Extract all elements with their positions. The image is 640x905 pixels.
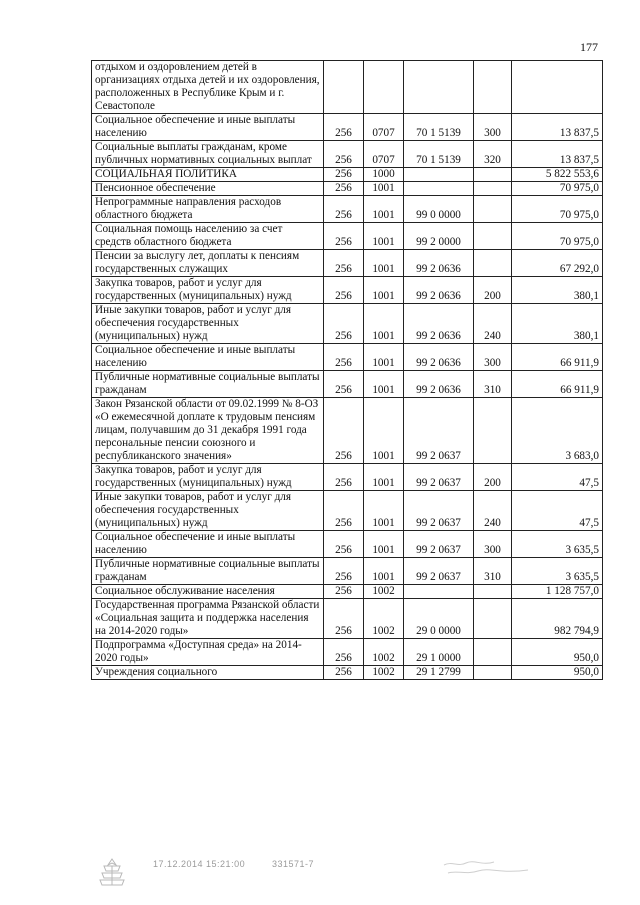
row-name: Иные закупки товаров, работ и услуг для обеспечения государственных (муниципальных) нужд xyxy=(92,304,324,344)
row-section-code: 1001 xyxy=(364,304,404,344)
row-amount: 67 292,0 xyxy=(512,250,603,277)
row-expense-type xyxy=(474,639,512,666)
row-expense-type xyxy=(474,666,512,680)
row-section-code: 1001 xyxy=(364,398,404,464)
row-name: Пенсии за выслугу лет, доплаты к пенсиям государственных служащих xyxy=(92,250,324,277)
table-row xyxy=(92,371,603,398)
table-row xyxy=(92,491,603,531)
row-amount: 66 911,9 xyxy=(512,371,603,398)
row-expense-type xyxy=(474,182,512,196)
row-target-article xyxy=(404,168,474,182)
table-row xyxy=(92,277,603,304)
faint-signature-icon xyxy=(442,857,532,879)
row-grbs-code: 256 xyxy=(324,250,364,277)
row-expense-type xyxy=(474,599,512,639)
row-expense-type: 200 xyxy=(474,277,512,304)
row-section-code: 0707 xyxy=(364,141,404,168)
row-grbs-code: 256 xyxy=(324,531,364,558)
row-target-article: 99 2 0637 xyxy=(404,558,474,585)
table-row xyxy=(92,639,603,666)
row-target-article: 99 2 0636 xyxy=(404,304,474,344)
row-grbs-code: 256 xyxy=(324,464,364,491)
row-amount: 13 837,5 xyxy=(512,141,603,168)
row-target-article: 99 0 0000 xyxy=(404,196,474,223)
budget-table-body xyxy=(92,61,603,680)
row-grbs-code: 256 xyxy=(324,223,364,250)
row-amount: 3 683,0 xyxy=(512,398,603,464)
row-target-article: 99 2 0636 xyxy=(404,250,474,277)
row-target-article: 70 1 5139 xyxy=(404,114,474,141)
row-target-article: 99 2 0637 xyxy=(404,398,474,464)
row-section-code xyxy=(364,61,404,114)
row-expense-type xyxy=(474,585,512,599)
table-row xyxy=(92,61,603,114)
row-target-article xyxy=(404,585,474,599)
row-target-article: 99 2 0637 xyxy=(404,531,474,558)
row-grbs-code: 256 xyxy=(324,141,364,168)
row-expense-type xyxy=(474,223,512,250)
footer-document-code: 331571-7 xyxy=(272,859,315,869)
table-row xyxy=(92,344,603,371)
row-amount: 950,0 xyxy=(512,639,603,666)
row-amount: 982 794,9 xyxy=(512,599,603,639)
row-section-code: 1001 xyxy=(364,464,404,491)
row-section-code: 1000 xyxy=(364,168,404,182)
table-row xyxy=(92,558,603,585)
table-row xyxy=(92,141,603,168)
row-amount: 70 975,0 xyxy=(512,196,603,223)
row-name: Закупка товаров, работ и услуг для государственных (муниципальных) нужд xyxy=(92,464,324,491)
row-expense-type: 240 xyxy=(474,304,512,344)
row-amount: 66 911,9 xyxy=(512,344,603,371)
row-target-article xyxy=(404,61,474,114)
row-expense-type: 310 xyxy=(474,558,512,585)
stamp-icon xyxy=(95,857,129,887)
row-section-code: 1002 xyxy=(364,585,404,599)
row-amount: 950,0 xyxy=(512,666,603,680)
row-amount: 380,1 xyxy=(512,277,603,304)
row-name: Социальные выплаты гражданам, кроме публичных нормативных социальных выплат xyxy=(92,141,324,168)
row-section-code: 1001 xyxy=(364,371,404,398)
row-section-code: 1001 xyxy=(364,558,404,585)
row-name: Социальное обеспечение и иные выплаты населению xyxy=(92,531,324,558)
table-row xyxy=(92,531,603,558)
row-name: Социальная помощь населению за счет средств областного бюджета xyxy=(92,223,324,250)
row-grbs-code: 256 xyxy=(324,114,364,141)
table-row xyxy=(92,182,603,196)
row-grbs-code: 256 xyxy=(324,182,364,196)
row-expense-type xyxy=(474,61,512,114)
row-amount: 13 837,5 xyxy=(512,114,603,141)
table-row xyxy=(92,398,603,464)
page-number: 177 xyxy=(580,40,598,54)
row-amount: 380,1 xyxy=(512,304,603,344)
row-expense-type xyxy=(474,196,512,223)
table-row xyxy=(92,464,603,491)
row-amount: 47,5 xyxy=(512,464,603,491)
row-name: Социальное обслуживание населения xyxy=(92,585,324,599)
row-section-code: 1002 xyxy=(364,639,404,666)
row-section-code: 1002 xyxy=(364,666,404,680)
row-name: Государственная программа Рязанской области «Социальная защита и поддержка населения на 2014-2020 годы» xyxy=(92,599,324,639)
row-grbs-code: 256 xyxy=(324,666,364,680)
row-grbs-code: 256 xyxy=(324,398,364,464)
row-expense-type xyxy=(474,168,512,182)
row-grbs-code: 256 xyxy=(324,491,364,531)
row-amount: 1 128 757,0 xyxy=(512,585,603,599)
row-amount: 70 975,0 xyxy=(512,182,603,196)
table-row xyxy=(92,599,603,639)
row-grbs-code: 256 xyxy=(324,558,364,585)
row-section-code: 1001 xyxy=(364,491,404,531)
row-grbs-code: 256 xyxy=(324,599,364,639)
row-grbs-code: 256 xyxy=(324,371,364,398)
row-section-code: 0707 xyxy=(364,114,404,141)
row-section-code: 1002 xyxy=(364,599,404,639)
row-name: Пенсионное обеспечение xyxy=(92,182,324,196)
table-row xyxy=(92,223,603,250)
row-target-article: 99 2 0000 xyxy=(404,223,474,250)
row-target-article xyxy=(404,182,474,196)
table-row xyxy=(92,666,603,680)
row-expense-type: 240 xyxy=(474,491,512,531)
row-grbs-code xyxy=(324,61,364,114)
row-section-code: 1001 xyxy=(364,250,404,277)
row-amount: 47,5 xyxy=(512,491,603,531)
row-grbs-code: 256 xyxy=(324,196,364,223)
footer-timestamp: 17.12.2014 15:21:00 xyxy=(153,859,246,869)
row-section-code: 1001 xyxy=(364,182,404,196)
row-section-code: 1001 xyxy=(364,277,404,304)
row-name: Публичные нормативные социальные выплаты гражданам xyxy=(92,558,324,585)
row-name: отдыхом и оздоровлением детей в организациях отдыха детей и их оздоровления, расположенных в Республике Крым и г. Севастополе xyxy=(92,61,324,114)
row-amount: 3 635,5 xyxy=(512,531,603,558)
row-amount: 3 635,5 xyxy=(512,558,603,585)
row-expense-type xyxy=(474,398,512,464)
row-section-code: 1001 xyxy=(364,223,404,250)
row-section-code: 1001 xyxy=(364,531,404,558)
budget-table xyxy=(91,60,603,680)
row-name: Социальное обеспечение и иные выплаты населению xyxy=(92,344,324,371)
table-row xyxy=(92,168,603,182)
row-grbs-code: 256 xyxy=(324,344,364,371)
row-name: СОЦИАЛЬНАЯ ПОЛИТИКА xyxy=(92,168,324,182)
row-target-article: 29 0 0000 xyxy=(404,599,474,639)
row-name: Публичные нормативные социальные выплаты гражданам xyxy=(92,371,324,398)
row-name: Социальное обеспечение и иные выплаты населению xyxy=(92,114,324,141)
row-expense-type: 300 xyxy=(474,114,512,141)
row-amount: 5 822 553,6 xyxy=(512,168,603,182)
row-name: Подпрограмма «Доступная среда» на 2014-2020 годы» xyxy=(92,639,324,666)
row-grbs-code: 256 xyxy=(324,304,364,344)
table-row xyxy=(92,250,603,277)
row-expense-type: 300 xyxy=(474,344,512,371)
row-name: Закон Рязанской области от 09.02.1999 № 8-ОЗ «О ежемесячной доплате к трудовым пенсиям лицам, получавшим до 31 декабря 1991 года персональные пенсии союзного и республиканского значения» xyxy=(92,398,324,464)
row-expense-type xyxy=(474,250,512,277)
row-amount: 70 975,0 xyxy=(512,223,603,250)
row-target-article: 99 2 0636 xyxy=(404,277,474,304)
row-grbs-code: 256 xyxy=(324,168,364,182)
page-footer xyxy=(0,853,640,893)
row-name: Закупка товаров, работ и услуг для государственных (муниципальных) нужд xyxy=(92,277,324,304)
table-row xyxy=(92,585,603,599)
row-grbs-code: 256 xyxy=(324,277,364,304)
row-name: Непрограммные направления расходов областного бюджета xyxy=(92,196,324,223)
row-expense-type: 200 xyxy=(474,464,512,491)
row-grbs-code: 256 xyxy=(324,639,364,666)
row-section-code: 1001 xyxy=(364,196,404,223)
row-grbs-code: 256 xyxy=(324,585,364,599)
row-name: Учреждения социального xyxy=(92,666,324,680)
table-row xyxy=(92,196,603,223)
row-section-code: 1001 xyxy=(364,344,404,371)
row-target-article: 29 1 0000 xyxy=(404,639,474,666)
row-expense-type: 300 xyxy=(474,531,512,558)
row-target-article: 99 2 0637 xyxy=(404,491,474,531)
table-row xyxy=(92,114,603,141)
row-expense-type: 320 xyxy=(474,141,512,168)
row-amount xyxy=(512,61,603,114)
table-row xyxy=(92,304,603,344)
row-target-article: 99 2 0636 xyxy=(404,371,474,398)
row-target-article: 99 2 0637 xyxy=(404,464,474,491)
row-expense-type: 310 xyxy=(474,371,512,398)
row-name: Иные закупки товаров, работ и услуг для обеспечения государственных (муниципальных) нужд xyxy=(92,491,324,531)
row-target-article: 99 2 0636 xyxy=(404,344,474,371)
row-target-article: 29 1 2799 xyxy=(404,666,474,680)
row-target-article: 70 1 5139 xyxy=(404,141,474,168)
